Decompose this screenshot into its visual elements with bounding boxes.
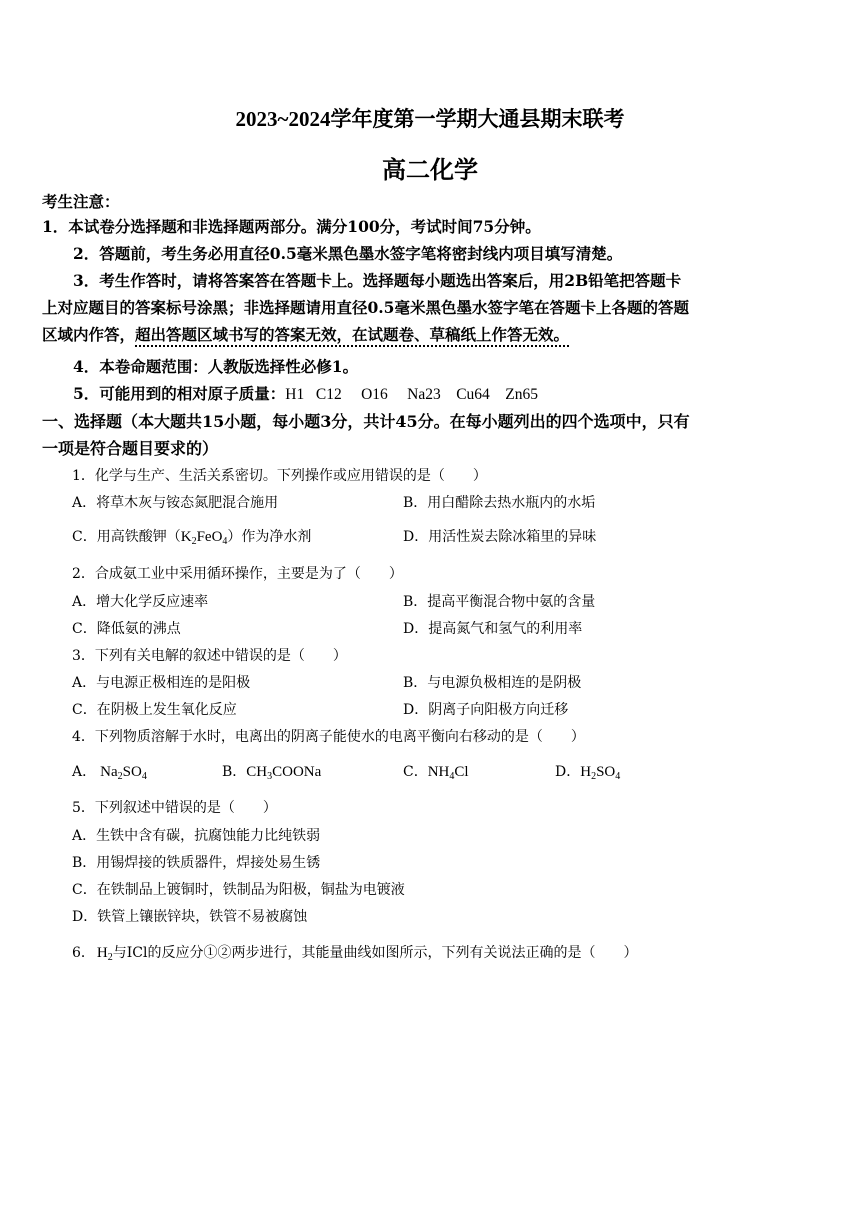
notice-item-3-line-3 [42,323,569,345]
option-label: C． [403,764,428,780]
subject-title: 高二化学 [382,158,478,184]
question-4-option-a [72,761,147,781]
notice-item-2: 2．答题前，考生务必用直径0.5毫米黑色墨水签字笔将密封线内项目填写清楚。 [73,244,623,263]
formula-subscript: 4 [615,771,621,782]
question-5-option-c: C．在铁制品上镀铜时，铁制品为阳极，铜盐为电镀液 [72,882,405,898]
question-5-option-a: A．生铁中含有碳，抗腐蚀能力比纯铁弱 [72,828,321,844]
question-5-option-d: D．铁管上镶嵌锌块，铁管不易被腐蚀 [72,909,308,925]
formula-subscript: 3 [267,771,273,782]
question-1-option-c [72,526,311,546]
section-1-instructions-line-2: 一项是符合题目要求的） [42,439,219,458]
question-6-stem [72,942,637,962]
formula-subscript: 4 [222,536,228,547]
question-5-stem: 5．下列叙述中错误的是（ ） [72,800,277,816]
formula-part: SO [122,764,142,780]
formula-part: COONa [272,764,322,780]
formula-nh4cl [428,764,469,780]
question-1-option-d: D．用活性炭去除冰箱里的异味 [403,529,597,545]
option-label: B． [222,764,247,780]
question-3-option-b: B．与电源负极相连的是阴极 [403,675,582,691]
formula-ch3coona [246,764,321,780]
notice-item-3-line-3-plain: 区域内作答， [42,325,136,344]
question-2-option-c: C．降低氨的沸点 [72,621,181,637]
section-1-instructions-line-1: 一、选择题（本大题共15小题，每小题3分，共计45分。在每小题列出的四个选项中，只有 [42,412,690,431]
exam-title: 2023~2024学年度第一学期大通县期末联考 [235,107,625,131]
question-2-option-a: A．增大化学反应速率 [72,594,209,610]
question-1-option-c-text: C．用高铁酸钾（ [72,529,181,545]
formula-part: FeO [196,529,223,545]
formula-h2 [97,945,113,961]
question-2-option-d: D．提高氮气和氢气的利用率 [403,621,583,637]
formula-part: CH [246,764,268,780]
notice-item-3-line-2: 上对应题目的答案标号涂黑；非选择题请用直径0.5毫米黑色墨水签字笔在答题卡上各题的答题 [42,298,689,317]
notice-item-5-label: 5．可能用到的相对原子质量： [73,384,286,403]
formula-h2so4 [580,764,620,780]
formula-part: SO [596,764,616,780]
formula-part: H [96,945,108,961]
formula-subscript: 2 [117,771,123,782]
option-label: A． [72,764,97,780]
question-1-option-c-tail: ）作为净水剂 [227,529,312,545]
notice-heading: 考生注意： [42,192,120,211]
question-number: 6． [72,945,95,961]
notice-item-4: 4．本卷命题范围：人教版选择性必修1。 [73,357,359,376]
formula-subscript: 2 [591,771,597,782]
question-4-stem: 4．下列物质溶解于水时，电离出的阴离子能使水的电离平衡向右移动的是（ ） [72,729,585,745]
question-1-stem: 1．化学与生产、生活关系密切。下列操作或应用错误的是（ ） [72,468,487,484]
question-2-option-b: B．提高平衡混合物中氨的含量 [403,594,596,610]
formula-k2feo4 [181,529,228,545]
formula-part: Na [100,764,118,780]
question-6-text: 与ICl的反应分①②两步进行，其能量曲线如图所示，下列有关说法正确的是（ ） [112,945,638,961]
question-3-option-d: D．阴离子向阳极方向迁移 [403,702,569,718]
question-3-option-a: A．与电源正极相连的是阳极 [72,675,251,691]
formula-part: NH [427,764,450,780]
formula-subscript: 4 [449,771,455,782]
question-1-option-b: B．用白醋除去热水瓶内的水垢 [403,495,596,511]
notice-item-5 [73,382,538,404]
notice-item-3-line-1: 3．考生作答时，请将答案答在答题卡上。选择题每小题选出答案后，用2B铅笔把答题卡 [73,271,682,290]
question-4-option-b [222,761,321,781]
formula-subscript: 2 [107,952,113,963]
question-5-option-b: B．用锡焊接的铁质器件，焊接处易生锈 [72,855,321,871]
formula-part: Cl [454,764,469,780]
formula-subscript: 2 [191,536,197,547]
formula-part: H [580,764,592,780]
question-3-option-c: C．在阴极上发生氧化反应 [72,702,237,718]
notice-item-3-emphasis: 超出答题区域书写的答案无效，在试题卷、草稿纸上作答无效。 [135,325,570,344]
option-label: D． [555,764,581,780]
atomic-masses: H1 C12 O16 Na23 Cu64 Zn65 [285,386,539,403]
question-2-stem: 2．合成氨工业中采用循环操作，主要是为了（ ） [72,566,403,582]
question-3-stem: 3．下列有关电解的叙述中错误的是（ ） [72,648,347,664]
formula-part: K [180,529,192,545]
question-4-option-d [555,761,620,781]
notice-item-1: 1．本试卷分选择题和非选择题两部分。满分100分，考试时间75分钟。 [42,217,541,236]
formula-na2so4 [100,764,147,780]
formula-subscript: 4 [141,771,147,782]
question-1-option-a: A．将草木灰与铵态氮肥混合施用 [72,495,279,511]
question-4-option-c [403,761,469,781]
